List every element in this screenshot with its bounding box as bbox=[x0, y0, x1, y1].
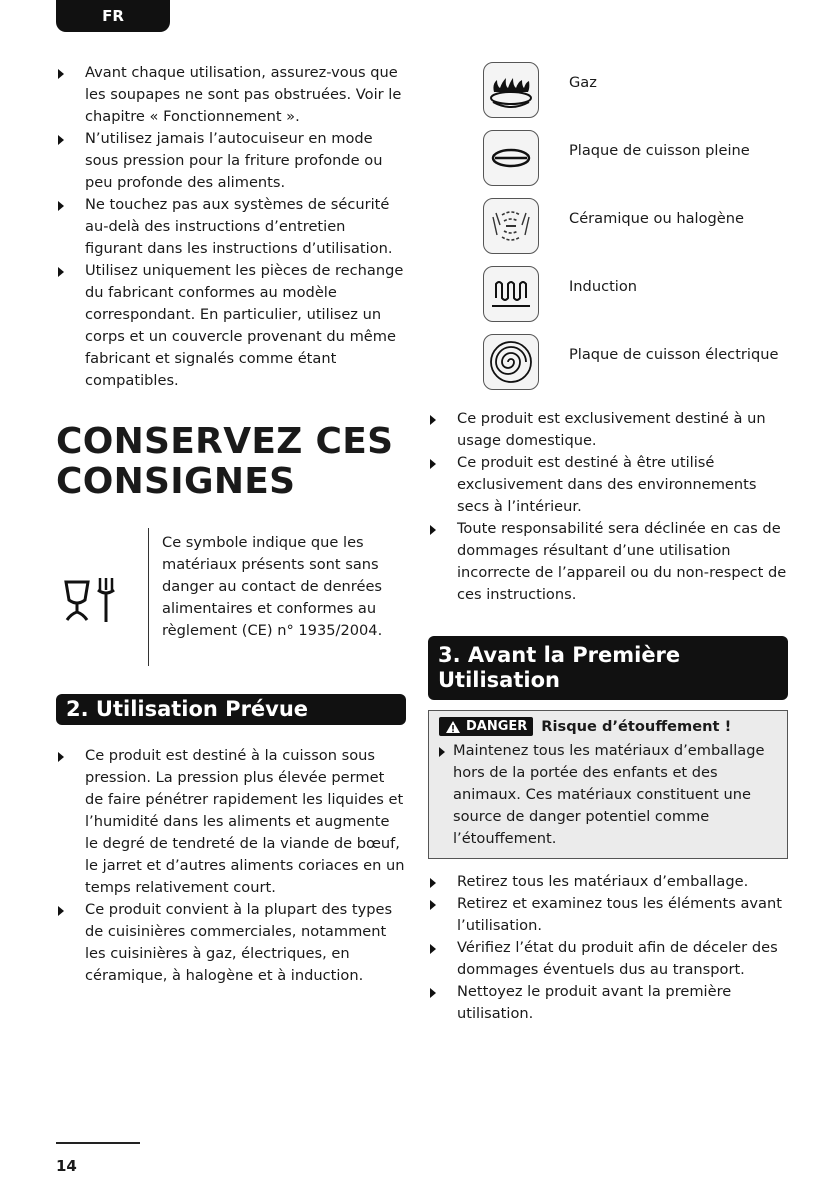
stove-label: Induction bbox=[569, 278, 638, 295]
list-item: Nettoyez le produit avant la première utilisation. bbox=[428, 981, 788, 1025]
ceramic-halogen-icon bbox=[483, 198, 539, 254]
stove-types bbox=[428, 62, 788, 402]
stove-row bbox=[428, 334, 788, 402]
conserve-heading-line2: CONSIGNES bbox=[56, 461, 296, 502]
danger-label: DANGER bbox=[466, 719, 528, 734]
list-item: Vérifiez l’état du produit afin de déceler des dommages éventuels dus au transport. bbox=[428, 937, 788, 981]
danger-warning-box bbox=[428, 710, 788, 859]
food-safe-icon bbox=[62, 572, 122, 628]
list-item: Maintenez tous les matériaux d’emballage hors de la portée des enfants et des animaux. Ces matériaux constituent une source de danger potentiel comme l’étouffement. bbox=[439, 740, 777, 850]
stove-label: Gaz bbox=[569, 74, 597, 91]
page-number: 14 bbox=[56, 1157, 77, 1175]
divider bbox=[148, 528, 149, 666]
section-3-title-line1: 3. Avant la Première bbox=[438, 643, 681, 667]
stove-label: Céramique ou halogène bbox=[569, 210, 744, 227]
usage-list bbox=[56, 745, 406, 987]
left-column bbox=[56, 62, 406, 987]
gas-flame-icon bbox=[483, 62, 539, 118]
conserve-heading-line1: CONSERVEZ CES bbox=[56, 421, 394, 462]
list-item: Ce produit est destiné à être utilisé exclusivement dans des environnements secs à l’intérieur. bbox=[428, 452, 788, 518]
danger-header bbox=[439, 717, 777, 736]
stove-row bbox=[428, 266, 788, 334]
danger-badge bbox=[439, 717, 533, 736]
footer-rule bbox=[56, 1142, 140, 1144]
induction-icon bbox=[483, 266, 539, 322]
stove-row bbox=[428, 198, 788, 266]
stove-label: Plaque de cuisson électrique bbox=[569, 346, 779, 363]
danger-title: Risque d’étouffement ! bbox=[541, 718, 732, 735]
solid-plate-icon bbox=[483, 130, 539, 186]
list-item: Retirez et examinez tous les éléments avant l’utilisation. bbox=[428, 893, 788, 937]
stove-label: Plaque de cuisson pleine bbox=[569, 142, 750, 159]
list-item: Ce produit est exclusivement destiné à un usage domestique. bbox=[428, 408, 788, 452]
section-3-title-line2: Utilisation bbox=[438, 668, 560, 692]
list-item: Utilisez uniquement les pièces de rechange du fabricant conformes au modèle correspondant. En particulier, utilisez un corps et un couvercle provenant du même fabricant et signalés comme étant compatibles. bbox=[56, 260, 406, 392]
list-item: Avant chaque utilisation, assurez-vous que les soupapes ne sont pas obstruées. Voir le chapitre « Fonctionnement ». bbox=[56, 62, 406, 128]
list-item: Retirez tous les matériaux d’emballage. bbox=[428, 871, 788, 893]
language-label: FR bbox=[102, 7, 124, 25]
usage-notes-list bbox=[428, 408, 788, 606]
electric-plate-icon bbox=[483, 334, 539, 390]
list-item: Toute responsabilité sera déclinée en cas de dommages résultant d’une utilisation incorrecte de l’appareil ou du non-respect de ces instructions. bbox=[428, 518, 788, 606]
stove-row bbox=[428, 130, 788, 198]
language-tab bbox=[56, 0, 170, 32]
conserve-heading bbox=[56, 422, 406, 502]
warning-triangle-icon bbox=[445, 720, 461, 734]
list-item: Ce produit convient à la plupart des types de cuisinières commerciales, notamment les cuisinières à gaz, électriques, en céramique, à halogène et à induction. bbox=[56, 899, 406, 987]
section-3-heading bbox=[428, 636, 788, 700]
first-use-list bbox=[428, 871, 788, 1025]
food-symbol-text: Ce symbole indique que les matériaux présents sont sans danger au contact de denrées alimentaires et conformes au règlement (CE) n° 1935/2004. bbox=[162, 534, 383, 639]
food-symbol-block bbox=[56, 528, 406, 674]
right-column bbox=[428, 62, 788, 1025]
list-item: Ce produit est destiné à la cuisson sous pression. La pression plus élevée permet de faire pénétrer rapidement les liquides et l’humidité dans les aliments et augmente le degré de tendreté de la viande de bœuf, le jarret et d’autres aliments coriaces en un temps relativement court. bbox=[56, 745, 406, 899]
stove-row bbox=[428, 62, 788, 130]
section-2-title: 2. Utilisation Prévue bbox=[66, 697, 309, 721]
list-item: N’utilisez jamais l’autocuiseur en mode sous pression pour la friture profonde ou peu profonde des aliments. bbox=[56, 128, 406, 194]
danger-list bbox=[439, 740, 777, 850]
section-2-heading bbox=[56, 694, 406, 725]
list-item: Ne touchez pas aux systèmes de sécurité au-delà des instructions d’entretien figurant dans les instructions d’utilisation. bbox=[56, 194, 406, 260]
safety-list bbox=[56, 62, 406, 392]
